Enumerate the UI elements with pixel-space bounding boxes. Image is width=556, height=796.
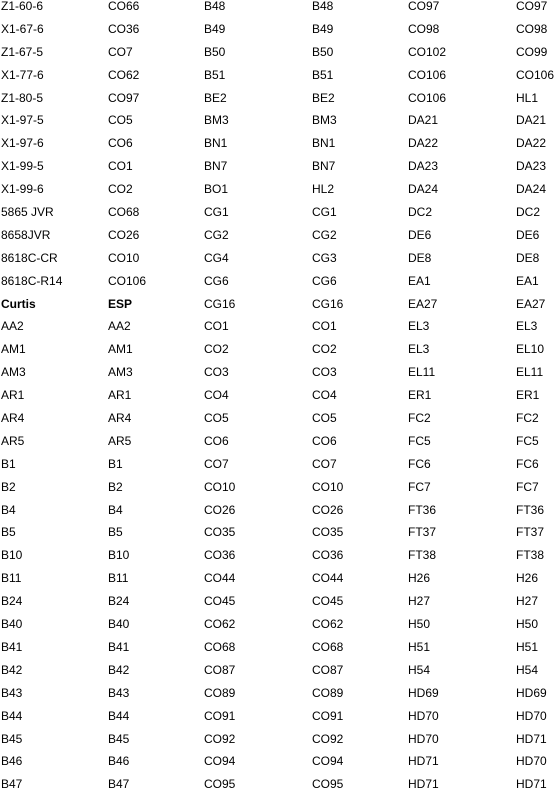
table-cell: CO6: [204, 433, 229, 448]
table-cell: H54: [408, 662, 431, 677]
table-cell: CO45: [204, 594, 236, 609]
section-header-cell: Curtis: [1, 296, 36, 311]
table-cell: ER1: [408, 388, 432, 403]
table-cell: CO36: [312, 548, 344, 563]
table-row: [0, 109, 556, 132]
table-cell: DE6: [516, 227, 540, 242]
table-row: [0, 567, 556, 590]
table-row: [0, 247, 556, 270]
table-cell: BM3: [312, 113, 337, 128]
table-cell: CO97: [516, 0, 548, 13]
table-cell: CO91: [204, 708, 236, 723]
table-row: [0, 476, 556, 499]
table-row: [0, 64, 556, 87]
table-row: [0, 430, 556, 453]
table-cell: X1-97-5: [1, 113, 44, 128]
table-cell: AM1: [108, 342, 133, 357]
table-cell: HD70: [516, 708, 547, 723]
table-cell: FC6: [516, 456, 539, 471]
table-cell: BM3: [204, 113, 229, 128]
table-row: [0, 338, 556, 361]
table-cell: EL3: [408, 319, 430, 334]
table-cell: HD70: [408, 731, 439, 746]
table-cell: HD71: [516, 731, 547, 746]
table-cell: B1: [1, 456, 16, 471]
table-cell: CO89: [312, 685, 344, 700]
table-cell: HL2: [312, 182, 335, 197]
table-row: [0, 544, 556, 567]
table-cell: CO62: [204, 617, 236, 632]
table-cell: B5: [1, 525, 16, 540]
table-cell: B11: [1, 571, 22, 586]
table-cell: HD71: [408, 754, 439, 769]
table-cell: B48: [312, 0, 334, 13]
table-row: [0, 315, 556, 338]
table-cell: CO26: [312, 502, 344, 517]
table-cell: CO1: [108, 159, 133, 174]
table-cell: EA27: [516, 296, 546, 311]
table-cell: CG6: [204, 273, 229, 288]
table-cell: BN1: [204, 136, 228, 151]
table-cell: CO5: [312, 411, 337, 426]
table-cell: DC2: [516, 205, 541, 220]
table-cell: CO26: [108, 227, 140, 242]
table-cell: X1-67-6: [1, 21, 44, 36]
table-cell: 8618C-CR: [1, 250, 58, 265]
table-cell: B47: [108, 777, 130, 792]
table-cell: CO3: [312, 365, 337, 380]
table-cell: 8658JVR: [1, 227, 51, 242]
table-cell: CO106: [408, 67, 447, 82]
table-row: [0, 201, 556, 224]
table-cell: CO87: [312, 662, 344, 677]
table-cell: CO4: [204, 388, 229, 403]
table-cell: FT38: [516, 548, 545, 563]
table-cell: DE8: [408, 250, 432, 265]
table-cell: DA21: [408, 113, 439, 128]
table-cell: H50: [516, 617, 539, 632]
table-cell: B42: [108, 662, 130, 677]
table-cell: FC5: [408, 433, 431, 448]
table-cell: CO45: [312, 594, 344, 609]
table-cell: CO44: [204, 571, 236, 586]
table-cell: DE8: [516, 250, 540, 265]
table-cell: H54: [516, 662, 539, 677]
table-cell: CO36: [108, 21, 140, 36]
table-cell: B51: [312, 67, 334, 82]
table-cell: B2: [1, 479, 16, 494]
table-cell: Z1-80-5: [1, 90, 44, 105]
table-cell: HD70: [516, 754, 547, 769]
table-cell: H26: [516, 571, 539, 586]
table-row: [0, 659, 556, 682]
section-header-cell: ESP: [108, 296, 133, 311]
table-cell: CO7: [312, 456, 337, 471]
table-cell: AR1: [108, 388, 132, 403]
table-cell: EL3: [408, 342, 430, 357]
table-cell: H51: [516, 639, 539, 654]
table-cell: H51: [408, 639, 431, 654]
table-cell: CO95: [204, 777, 236, 792]
table-cell: CO91: [312, 708, 344, 723]
table-cell: B40: [1, 617, 23, 632]
table-cell: CO87: [204, 662, 236, 677]
table-cell: FT36: [516, 502, 545, 517]
table-cell: CO98: [408, 21, 440, 36]
table-cell: B10: [1, 548, 23, 563]
table-cell: B44: [1, 708, 23, 723]
table-cell: CO94: [312, 754, 344, 769]
table-cell: DE6: [408, 227, 432, 242]
table-cell: CG2: [312, 227, 337, 242]
table-cell: CG2: [204, 227, 229, 242]
table-row: [0, 750, 556, 773]
table-cell: B47: [1, 777, 23, 792]
table-cell: FC7: [516, 479, 539, 494]
table-cell: CO10: [108, 250, 140, 265]
table-cell: AR1: [1, 388, 25, 403]
table-cell: 5865 JVR: [1, 205, 54, 220]
table-row: [0, 270, 556, 293]
table-row: [0, 384, 556, 407]
table-row: [0, 224, 556, 247]
table-cell: EL11: [408, 365, 436, 380]
table-cell: CO10: [204, 479, 236, 494]
table-cell: B49: [312, 21, 334, 36]
table-cell: CO92: [204, 731, 236, 746]
table-cell: FT37: [408, 525, 437, 540]
table-cell: CO3: [204, 365, 229, 380]
table-row: [0, 361, 556, 384]
table-cell: CO89: [204, 685, 236, 700]
table-cell: CO2: [204, 342, 229, 357]
table-cell: 8618C-R14: [1, 273, 63, 288]
table-cell: CO35: [204, 525, 236, 540]
table-cell: B45: [108, 731, 130, 746]
table-cell: AA2: [108, 319, 131, 334]
table-cell: CO6: [312, 433, 337, 448]
table-cell: B48: [204, 0, 226, 13]
table-cell: CO106: [108, 273, 147, 288]
table-cell: EA27: [408, 296, 438, 311]
table-cell: B46: [1, 754, 23, 769]
table-cell: CO106: [516, 67, 555, 82]
table-cell: DA24: [408, 182, 439, 197]
table-cell: B45: [1, 731, 23, 746]
table-cell: DC2: [408, 205, 433, 220]
table-cell: DA23: [408, 159, 439, 174]
table-cell: X1-99-6: [1, 182, 44, 197]
table-cell: B10: [108, 548, 130, 563]
table-cell: CO6: [108, 136, 133, 151]
table-cell: CO44: [312, 571, 344, 586]
table-cell: B5: [108, 525, 123, 540]
table-cell: CO102: [408, 44, 447, 59]
table-cell: HD70: [408, 708, 439, 723]
table-row: [0, 453, 556, 476]
table-cell: CO7: [204, 456, 229, 471]
table-cell: B46: [108, 754, 130, 769]
table-cell: HD69: [516, 685, 547, 700]
table-cell: CG1: [312, 205, 337, 220]
table-cell: Z1-67-5: [1, 44, 44, 59]
table-cell: B42: [1, 662, 23, 677]
table-cell: H26: [408, 571, 431, 586]
table-cell: CO10: [312, 479, 344, 494]
table-cell: CO99: [516, 44, 548, 59]
table-cell: HD71: [516, 777, 547, 792]
table-cell: CO4: [312, 388, 337, 403]
table-row: [0, 407, 556, 430]
table-cell: CO97: [108, 90, 140, 105]
table-cell: B24: [1, 594, 23, 609]
table-row: [0, 682, 556, 705]
table-cell: BO1: [204, 182, 229, 197]
table-row: [0, 155, 556, 178]
table-row: [0, 499, 556, 522]
table-cell: EL10: [516, 342, 545, 357]
table-cell: BE2: [312, 90, 335, 105]
table-cell: FC2: [516, 411, 539, 426]
table-cell: BE2: [204, 90, 227, 105]
table-cell: FC5: [516, 433, 539, 448]
table-cell: EA1: [516, 273, 539, 288]
table-cell: DA23: [516, 159, 547, 174]
table-cell: HD69: [408, 685, 439, 700]
table-cell: CO2: [108, 182, 133, 197]
table-cell: CO92: [312, 731, 344, 746]
table-row: [0, 87, 556, 110]
table-cell: AM1: [1, 342, 26, 357]
table-cell: CO62: [312, 617, 344, 632]
table-cell: AR4: [108, 411, 132, 426]
table-row: [0, 773, 556, 796]
table-cell: HD71: [408, 777, 439, 792]
table-cell: B43: [108, 685, 130, 700]
table-cell: B50: [204, 44, 226, 59]
table-cell: FT36: [408, 502, 437, 517]
table-cell: CO7: [108, 44, 133, 59]
table-cell: H27: [516, 594, 539, 609]
table-row: [0, 178, 556, 201]
table-cell: B51: [204, 67, 226, 82]
table-cell: AR5: [108, 433, 132, 448]
table-cell: AM3: [108, 365, 133, 380]
table-cell: DA22: [516, 136, 547, 151]
table-cell: FT38: [408, 548, 437, 563]
table-cell: B41: [1, 639, 23, 654]
table-row: [0, 18, 556, 41]
table-cell: CG3: [312, 250, 337, 265]
table-cell: FC2: [408, 411, 431, 426]
table-cell: BN7: [204, 159, 228, 174]
table-row: [0, 293, 556, 316]
table-cell: CO66: [108, 0, 140, 13]
table-cell: H27: [408, 594, 431, 609]
table-row: [0, 705, 556, 728]
table-cell: ER1: [516, 388, 540, 403]
table-cell: B50: [312, 44, 334, 59]
table-cell: H50: [408, 617, 431, 632]
table-cell: B41: [108, 639, 130, 654]
table-cell: B24: [108, 594, 130, 609]
table-cell: CO5: [204, 411, 229, 426]
table-cell: CG16: [312, 296, 344, 311]
table-cell: BN7: [312, 159, 336, 174]
table-cell: CG16: [204, 296, 236, 311]
table-cell: CG6: [312, 273, 337, 288]
table-cell: CO68: [108, 205, 140, 220]
table-cell: EL3: [516, 319, 538, 334]
table-cell: DA21: [516, 113, 547, 128]
table-cell: B44: [108, 708, 130, 723]
table-row: [0, 613, 556, 636]
table-cell: CO68: [312, 639, 344, 654]
table-cell: FC6: [408, 456, 431, 471]
table-cell: CO26: [204, 502, 236, 517]
table-cell: BN1: [312, 136, 336, 151]
table-cell: B4: [108, 502, 123, 517]
table-cell: EA1: [408, 273, 431, 288]
table-cell: DA24: [516, 182, 547, 197]
table-cell: B1: [108, 456, 123, 471]
table-cell: B4: [1, 502, 16, 517]
table-cell: B43: [1, 685, 23, 700]
table-cell: X1-97-6: [1, 136, 44, 151]
table-cell: CO36: [204, 548, 236, 563]
table-cell: CO1: [312, 319, 337, 334]
table-cell: B40: [108, 617, 130, 632]
table-cell: B2: [108, 479, 123, 494]
table-cell: FC7: [408, 479, 431, 494]
table-cell: AM3: [1, 365, 26, 380]
table-cell: CO68: [204, 639, 236, 654]
table-cell: CO97: [408, 0, 440, 13]
table-cell: B11: [108, 571, 129, 586]
table-row: [0, 132, 556, 155]
table-cell: B49: [204, 21, 226, 36]
table-row: [0, 0, 556, 18]
table-row: [0, 41, 556, 64]
table-cell: CO62: [108, 67, 140, 82]
table-cell: AR5: [1, 433, 25, 448]
table-cell: HL1: [516, 90, 539, 105]
table-cell: FT37: [516, 525, 545, 540]
table-cell: CO5: [108, 113, 133, 128]
table-cell: DA22: [408, 136, 439, 151]
table-cell: CO35: [312, 525, 344, 540]
table-cell: CO1: [204, 319, 229, 334]
table-cell: AR4: [1, 411, 25, 426]
table-cell: CG4: [204, 250, 229, 265]
table-cell: CO95: [312, 777, 344, 792]
table-cell: CG1: [204, 205, 229, 220]
table-cell: CO2: [312, 342, 337, 357]
table-cell: CO98: [516, 21, 548, 36]
table-cell: X1-77-6: [1, 67, 44, 82]
table-cell: CO106: [408, 90, 447, 105]
table-cell: EL11: [516, 365, 544, 380]
table-row: [0, 590, 556, 613]
table-row: [0, 521, 556, 544]
table-cell: CO94: [204, 754, 236, 769]
table-cell: X1-99-5: [1, 159, 44, 174]
table-cell: Z1-60-6: [1, 0, 44, 13]
table-cell: AA2: [1, 319, 24, 334]
table-row: [0, 636, 556, 659]
table-row: [0, 728, 556, 751]
